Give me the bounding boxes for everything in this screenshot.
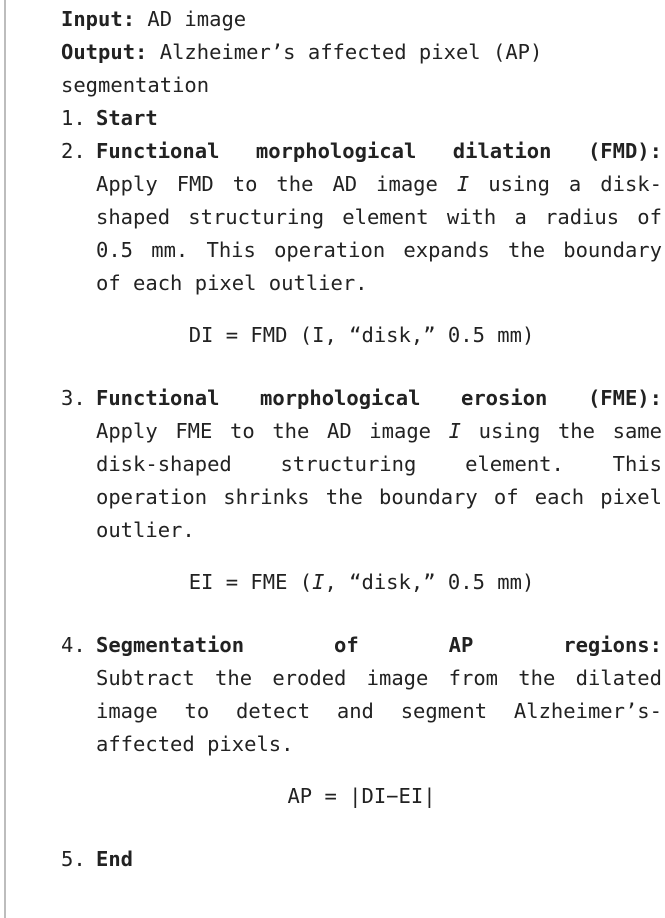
step-fmd (61, 135, 662, 300)
step-end (61, 843, 662, 876)
step-number: 4. (61, 633, 86, 657)
step-title: Segmentation of AP regions: (96, 633, 662, 657)
step-description: Apply FMD to the AD image I using a disk-shaped structuring element with a radius of 0.5 mm. This operation expands the boundary of each pixel outlier. (96, 172, 662, 295)
output-text: Alzheimer’s affected pixel (AP) (159, 40, 543, 64)
step-start (61, 102, 662, 135)
input-line (61, 3, 662, 36)
output-text-continued: segmentation (61, 73, 210, 97)
algorithm-block (61, 3, 662, 876)
step-title: End (96, 847, 134, 871)
step-fme (61, 382, 662, 547)
step-number: 5. (61, 847, 86, 871)
output-label: Output: (61, 40, 148, 64)
equation-erosion: EI = FME (I, “disk,” 0.5 mm) (188, 570, 535, 594)
step-title: Functional morphological erosion (FME): (96, 386, 662, 410)
step-title: Functional morphological dilation (FMD): (96, 139, 662, 163)
equation-segmentation: AP = |DI−EI| (287, 784, 436, 808)
equation-dilation: DI = FMD (I, “disk,” 0.5 mm) (188, 323, 535, 347)
output-line (61, 36, 662, 69)
input-label: Input: (61, 7, 136, 31)
step-number: 2. (61, 139, 86, 163)
input-text: AD image (147, 7, 247, 31)
step-segmentation (61, 629, 662, 761)
step-number: 1. (61, 106, 86, 130)
step-description: Subtract the eroded image from the dilated image to detect and segment Alzheimer’s-affected pixels. (96, 666, 662, 756)
step-title: Start (96, 106, 158, 130)
step-number: 3. (61, 386, 86, 410)
step-description: Apply FME to the AD image I using the same disk-shaped structuring element. This operation shrinks the boundary of each pixel outlier. (96, 419, 662, 542)
left-border-rule (4, 0, 6, 918)
